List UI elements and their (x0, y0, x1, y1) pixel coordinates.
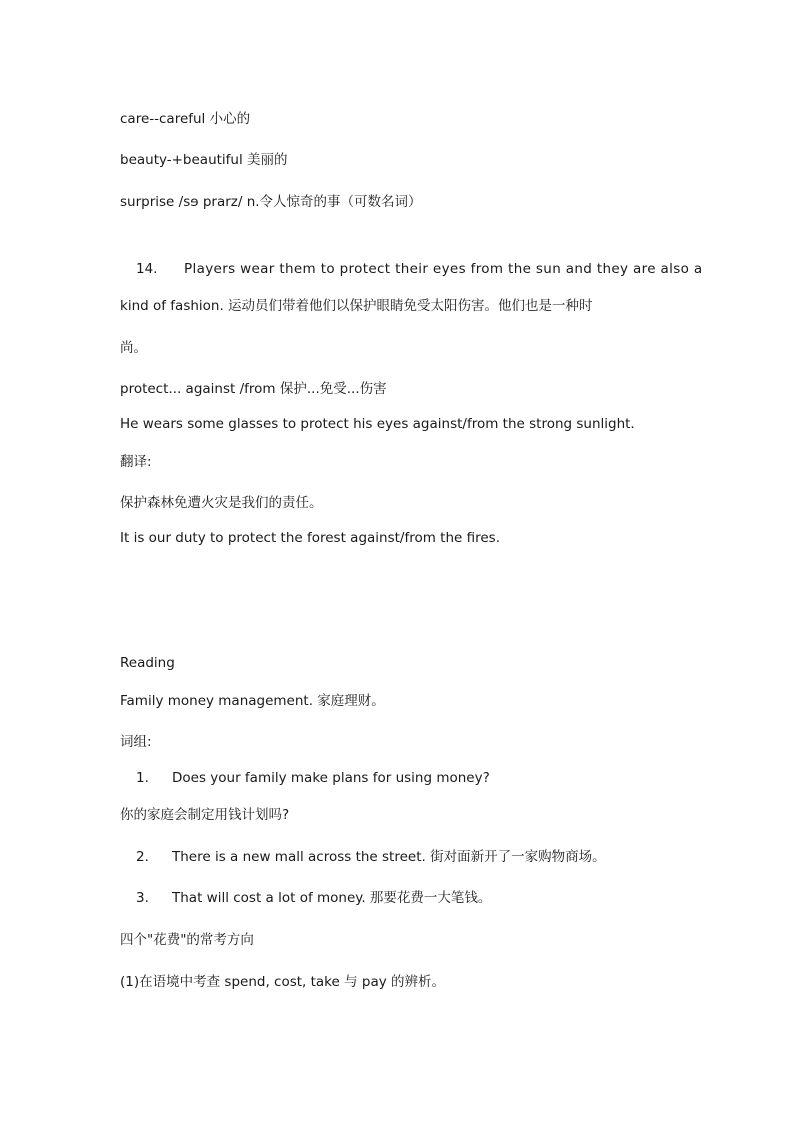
vocab-careful: care--careful 小心的 (120, 111, 251, 127)
item-14-line3: 尚。 (120, 340, 147, 356)
section-reading: Reading (120, 655, 175, 671)
item-number: 3. (136, 890, 149, 906)
phrases-label: 词组: (120, 734, 152, 750)
list-item-translation: 你的家庭会制定用钱计划吗? (120, 807, 290, 823)
item-14-text: Players wear them to protect their eyes from the sun and they are also a (184, 261, 703, 277)
item-14 (136, 260, 703, 278)
list-item (136, 848, 606, 866)
heading-spend: 四个"花费"的常考方向 (120, 932, 254, 948)
vocab-surprise: surprise /sɘ prarz/ n.令人惊奇的事（可数名词） (120, 194, 422, 210)
list-item (136, 769, 490, 787)
list-item-text: That will cost a lot of money. 那要花费一大笔钱。 (172, 890, 492, 906)
item-number: 2. (136, 849, 149, 865)
translate-label: 翻译: (120, 454, 152, 470)
item-14-line2: kind of fashion. 运动员们带着他们以保护眼睛免受太阳伤害。他们也是一种时 (120, 298, 593, 314)
phrase-protect: protect... against /from 保护...免受...伤害 (120, 381, 387, 397)
reading-title: Family money management. 家庭理财。 (120, 693, 385, 709)
list-item-text: There is a new mall across the street. 街对面新开了一家购物商场。 (172, 849, 606, 865)
translate-chinese: 保护森林免遭火灾是我们的责任。 (120, 495, 323, 511)
item-number: 14. (136, 261, 158, 277)
item-number: 1. (136, 770, 149, 786)
list-item-text: Does your family make plans for using money? (172, 770, 490, 786)
example-sentence: He wears some glasses to protect his eyes against/from the strong sunlight. (120, 416, 635, 432)
point-1: (1)在语境中考查 spend, cost, take 与 pay 的辨析。 (120, 974, 446, 990)
vocab-beautiful: beauty-+beautiful 美丽的 (120, 152, 288, 168)
list-item (136, 889, 491, 907)
translate-english: It is our duty to protect the forest against/from the fires. (120, 530, 501, 546)
